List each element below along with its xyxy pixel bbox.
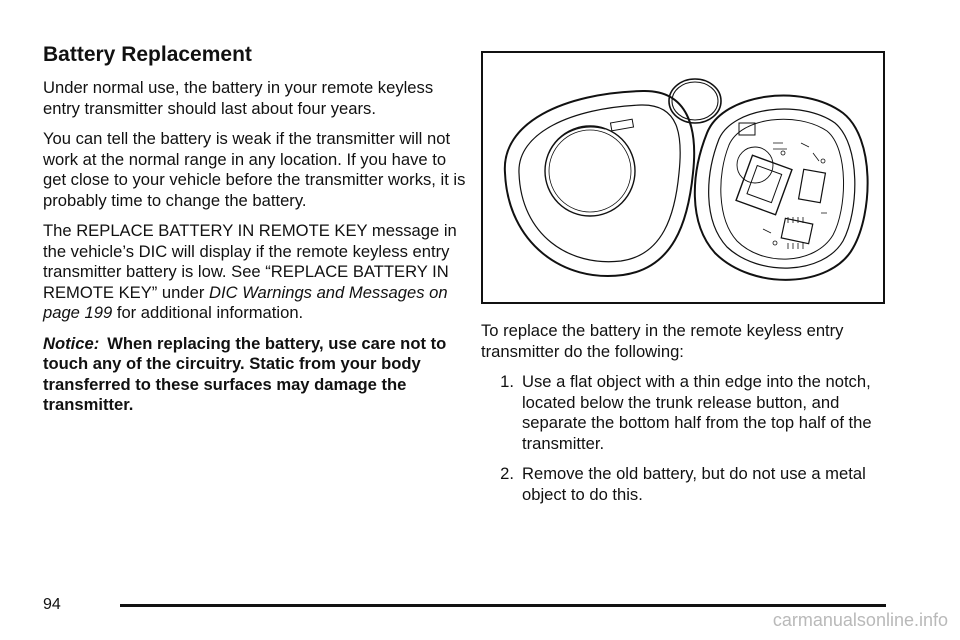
transmitter-drawing xyxy=(483,53,883,302)
paragraph-weak-battery: You can tell the battery is weak if the transmitter will not work at the normal range in any location. If you have to get close to your vehicle before the transmitter works, it is probably time to change the battery. xyxy=(43,129,466,210)
steps-list xyxy=(481,372,901,505)
steps-intro: To replace the battery in the remote keyless entry transmitter do the following: xyxy=(481,321,844,361)
paragraph-battery-life: Under normal use, the battery in your remote keyless entry transmitter should last about four years. xyxy=(43,78,434,118)
right-column xyxy=(481,321,901,515)
step-item xyxy=(481,372,901,454)
step-text: Remove the old battery, but do not use a metal object to do this. xyxy=(522,464,866,504)
step-item xyxy=(481,464,901,505)
step-number: 1. xyxy=(500,372,514,391)
notice-block xyxy=(43,334,468,416)
page-number: 94 xyxy=(43,596,61,613)
section-heading: Battery Replacement xyxy=(43,43,252,66)
footer-rule xyxy=(120,604,886,607)
dic-warnings-reference[interactable]: DIC Warnings and Messages on page 199 xyxy=(43,282,448,322)
dic-text-before: The REPLACE BATTERY IN REMOTE KEY message in the vehicle’s DIC will display if the remote keyless entry transmitter battery is low. See “REPLACE BATTERY IN REMOTE KEY” under xyxy=(43,221,457,302)
notice-label: Notice: xyxy=(43,333,100,353)
step-number: 2. xyxy=(500,464,514,483)
paragraph-dic-message xyxy=(43,221,468,324)
step-text: Use a flat object with a thin edge into the notch, located below the trunk release button, and separate the bottom half from the top half of the transmitter. xyxy=(522,372,872,453)
transmitter-illustration xyxy=(481,51,885,304)
dic-text-after: for additional information. xyxy=(112,303,304,322)
left-column xyxy=(43,42,468,416)
watermark: carmanualsonline.info xyxy=(772,610,948,630)
notice-text: When replacing the battery, use care not to touch any of the circuitry. Static from your body transferred to these surfaces may damage the transmitter. xyxy=(43,333,447,414)
